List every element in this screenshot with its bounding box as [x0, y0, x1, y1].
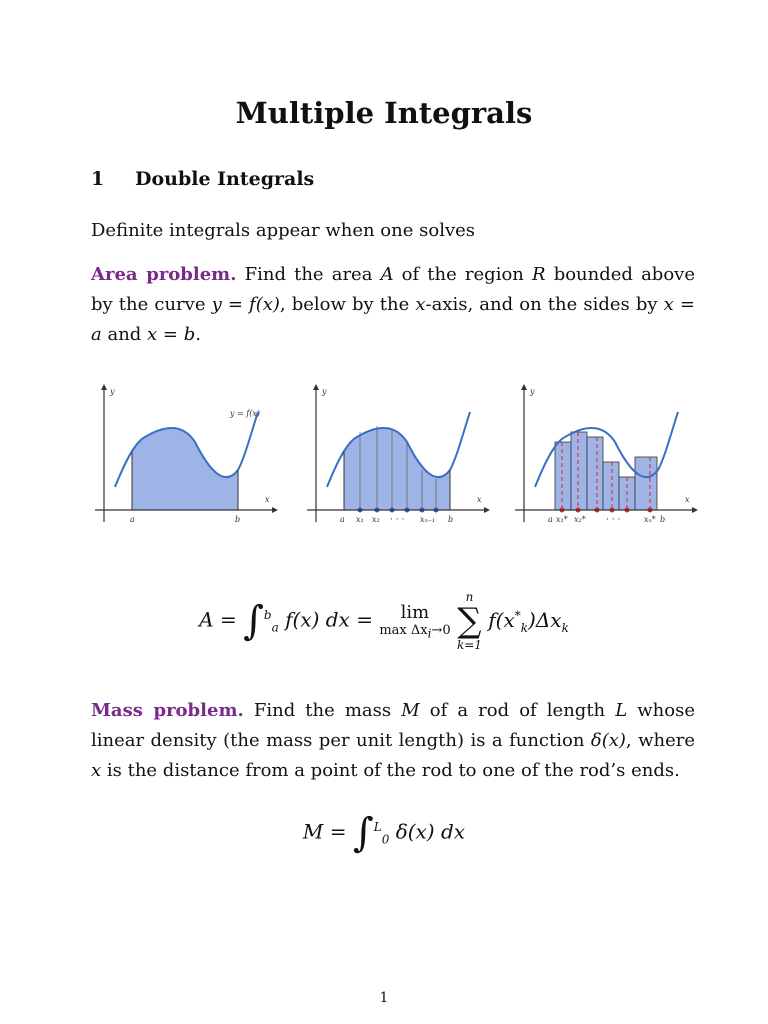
mass-formula: [0, 810, 768, 856]
figure-area-riemann: [510, 382, 700, 542]
mass-var-x: x: [91, 760, 102, 781]
section-number: 1: [91, 168, 105, 190]
sum-term: [488, 607, 569, 635]
mass-integrand: δ(x) dx: [395, 819, 466, 844]
figure-area-shaded: [90, 382, 280, 542]
fig2-x-label: x: [477, 495, 482, 504]
term-end: )Δx: [528, 607, 562, 632]
mass-text-3: whose linear density (the mass per unit length) is a function: [91, 700, 696, 751]
integral-sign: ∫: [243, 598, 264, 644]
fig1-a-label: a: [130, 515, 135, 524]
section-title: Double Integrals: [135, 168, 315, 190]
lim-sub-i: i: [427, 626, 432, 641]
area-figures: [90, 382, 700, 542]
fig2-y-label: y: [322, 387, 327, 396]
term-start: f(x: [488, 607, 515, 632]
fig3-xns-label: xₙ*: [644, 515, 656, 524]
area-integral-lower: a: [271, 620, 279, 635]
area-integrand: f(x) dx =: [285, 607, 373, 632]
fig3-x-label: x: [685, 495, 690, 504]
section-heading: [91, 168, 314, 190]
fig3-b-label: b: [660, 515, 666, 524]
mass-integral-upper: L: [373, 819, 382, 834]
page-number: 1: [379, 990, 389, 1006]
lim-sub-end: →0: [431, 622, 451, 638]
document-title: Multiple Integrals: [235, 96, 533, 130]
term-k: k: [520, 620, 529, 635]
lim-sub-text: max Δx: [379, 622, 428, 638]
fig1-b-label: b: [235, 515, 241, 524]
area-text-7: .: [195, 324, 201, 345]
summation: [457, 590, 482, 652]
fig2-a-label: a: [340, 515, 345, 524]
area-text-3: bounded above by the curve: [91, 264, 695, 315]
mass-var-l: L: [615, 700, 628, 721]
fig1-curve-label: y = f(x): [230, 409, 261, 418]
area-eq-b: x = b: [147, 324, 196, 345]
area-formula-lhs: A =: [199, 607, 237, 632]
fig3-dots: · · ·: [606, 515, 621, 525]
limit-expression: [379, 602, 450, 641]
mass-delta: δ(x): [590, 730, 626, 751]
mass-problem-paragraph: [91, 696, 695, 786]
sum-lower: k=1: [456, 638, 482, 652]
fig1-x-label: x: [265, 495, 270, 504]
sum-upper: n: [465, 590, 474, 604]
area-eq-curve: y = f(x): [211, 294, 280, 315]
lim-subscript: [379, 623, 450, 641]
fig3-x2s-label: x₂*: [574, 515, 586, 524]
mass-problem-lead: Mass problem.: [91, 700, 244, 721]
mass-var-m: M: [401, 700, 420, 721]
term-end-k: k: [561, 620, 569, 635]
mass-text-5: is the distance from a point of the rod to one of the rod’s ends.: [101, 760, 680, 781]
fig1-y-label: y: [110, 387, 115, 396]
area-var-a: A: [380, 264, 394, 285]
mass-integral-lower: 0: [381, 832, 390, 847]
area-problem-lead: Area problem.: [91, 264, 237, 285]
mass-integral-sign: ∫: [352, 810, 374, 856]
fig3-a-label: a: [548, 515, 553, 524]
figure-area-partition: [302, 382, 492, 542]
fig3-y-label: y: [530, 387, 535, 396]
fig2-x2-label: x₂: [372, 515, 380, 524]
fig2-xn1-label: xₙ₋₁: [420, 515, 436, 524]
area-text-4: , below by the: [279, 294, 416, 315]
area-eq-a: x = a: [91, 294, 695, 345]
sigma-sign: ∑: [457, 601, 482, 641]
mass-formula-lhs: M =: [302, 819, 347, 844]
fig2-b-label: b: [448, 515, 454, 524]
area-var-x: x: [415, 294, 426, 315]
area-text-6: and: [101, 324, 148, 345]
area-text-1: Find the area: [236, 264, 381, 285]
area-formula: [0, 590, 768, 652]
area-var-r: R: [532, 264, 546, 285]
lim-word: lim: [400, 601, 430, 623]
fig1-area-fill: [132, 428, 238, 510]
intro-paragraph: Definite integrals appear when one solves: [91, 220, 476, 241]
area-integral-upper: b: [263, 607, 272, 622]
term-star: *: [514, 607, 521, 622]
area-text-2: of the region: [393, 264, 533, 285]
mass-text-1: Find the mass: [243, 700, 402, 721]
mass-text-2: of a rod of length: [419, 700, 616, 721]
area-problem-paragraph: [91, 260, 695, 350]
fig2-dots: · · ·: [390, 515, 405, 525]
mass-text-4: , where: [625, 730, 695, 751]
fig2-x1-label: x₁: [356, 515, 364, 524]
fig3-x1s-label: x₁*: [556, 515, 568, 524]
area-text-5: -axis, and on the sides by: [425, 294, 664, 315]
